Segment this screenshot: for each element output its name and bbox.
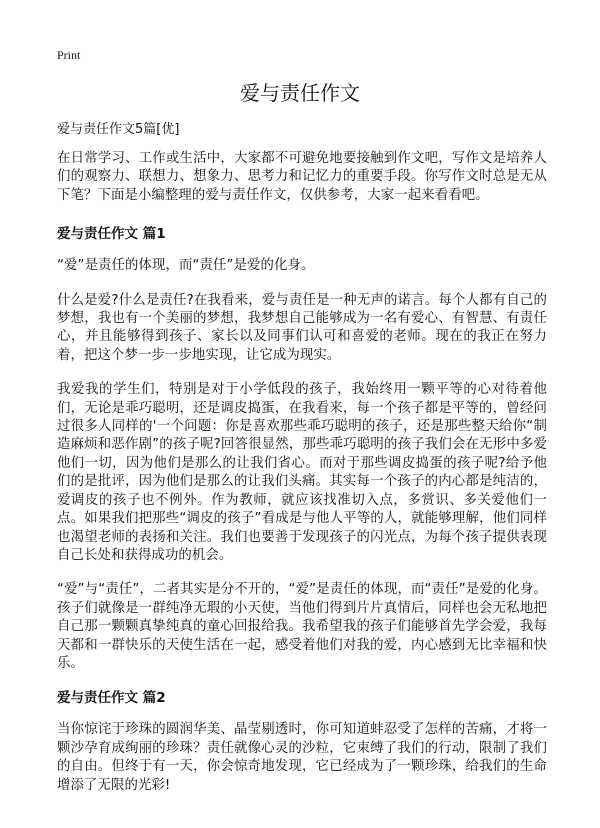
body-paragraph: “爱”与“责任”，二者其实是分不开的，“爱”是责任的体现，而“责任”是爱的化身。孩子们就像是一群纯净无瑕的小天使，当他们得到片片真情后，同样也会无私地把自己那一颗颗真挚纯真的童心回报给我。我希望我的孩子们能够首先学会爱，我每天都和一群快乐的天使生活在一起，感受着他们对我的爱，内心感到无比幸福和快乐。	[57, 582, 547, 671]
section-heading: 爱与责任作文 篇2	[57, 690, 166, 707]
section-essay-1	[57, 225, 547, 673]
body-paragraph: 我爱我的学生们，特别是对于小学低段的孩子，我始终用一颗平等的心对待着他们，无论是乖巧聪明，还是调皮捣蛋，在我看来，每一个孩子都是平等的，曾经问过很多人同样的'一个问题：你是喜欢那些乖巧聪明的孩子，还是那些整天给你“制造麻烦和恶作剧”的孩子呢?回答很显然，那些乖巧聪明的孩子我们会在无形中多爱他们一切，因为他们是那么的让我们省心。而对于那些调皮捣蛋的孩子呢?给予他们的是批评，因为他们是那么的让我们头痛。其实每一个孩子的内心都是纯洁的，爱调皮的孩子也不例外。作为教师，就应该找准切入点，多赏识、多关爱他们一点。如果我们把那些“调皮的孩子”看成是与他人平等的人，就能够理解，他们同样也渴望老师的表扬和关注。我们也要善于发现孩子的闪光点，为每个孩子提供表现自己长处和获得成功的机会。	[57, 382, 547, 563]
page-title: 爱与责任作文	[240, 81, 360, 105]
print-link[interactable]: Print	[57, 48, 81, 62]
body-paragraph: “爱”是责任的体现，而“责任”是爱的化身。	[57, 258, 315, 274]
body-paragraph: 当你惊诧于珍珠的圆润华美、晶莹剔透时，你可知道蚌忍受了怎样的苦痛，才将一颗沙孕育成绚丽的珍珠？责任就像心灵的沙粒，它束缚了我们的行动，限制了我们的自由。但终于有一天，你会惊奇地发现，它已经成为了一颗珍珠，给我们的生命增添了无限的光彩!	[57, 722, 547, 793]
document-subtitle: 爱与责任作文5篇[优]	[57, 122, 180, 137]
body-paragraph: 什么是爱?什么是责任?在我看来，爱与责任是一种无声的诺言。每个人都有自己的梦想，我也有一个美丽的梦想，我梦想自己能够成为一名有爱心、有智慧、有责任心，并且能够得到孩子、家长以及同事们认可和喜爱的老师。现在的我正在努力着，把这个梦一步一步地实现，让它成为现实。	[57, 292, 547, 363]
section-essay-2	[57, 689, 547, 795]
section-heading: 爱与责任作文 篇1	[57, 226, 166, 243]
intro-paragraph: 在日常学习、工作或生活中，大家都不可避免地要接触到作文吧，写作文是培养人们的观察力、联想力、想象力、思考力和记忆力的重要手段。你写作文时总是无从下笔？下面是小编整理的爱与责任作文，仅供参考，大家一起来看看吧。	[57, 151, 547, 203]
document-content	[57, 150, 547, 811]
